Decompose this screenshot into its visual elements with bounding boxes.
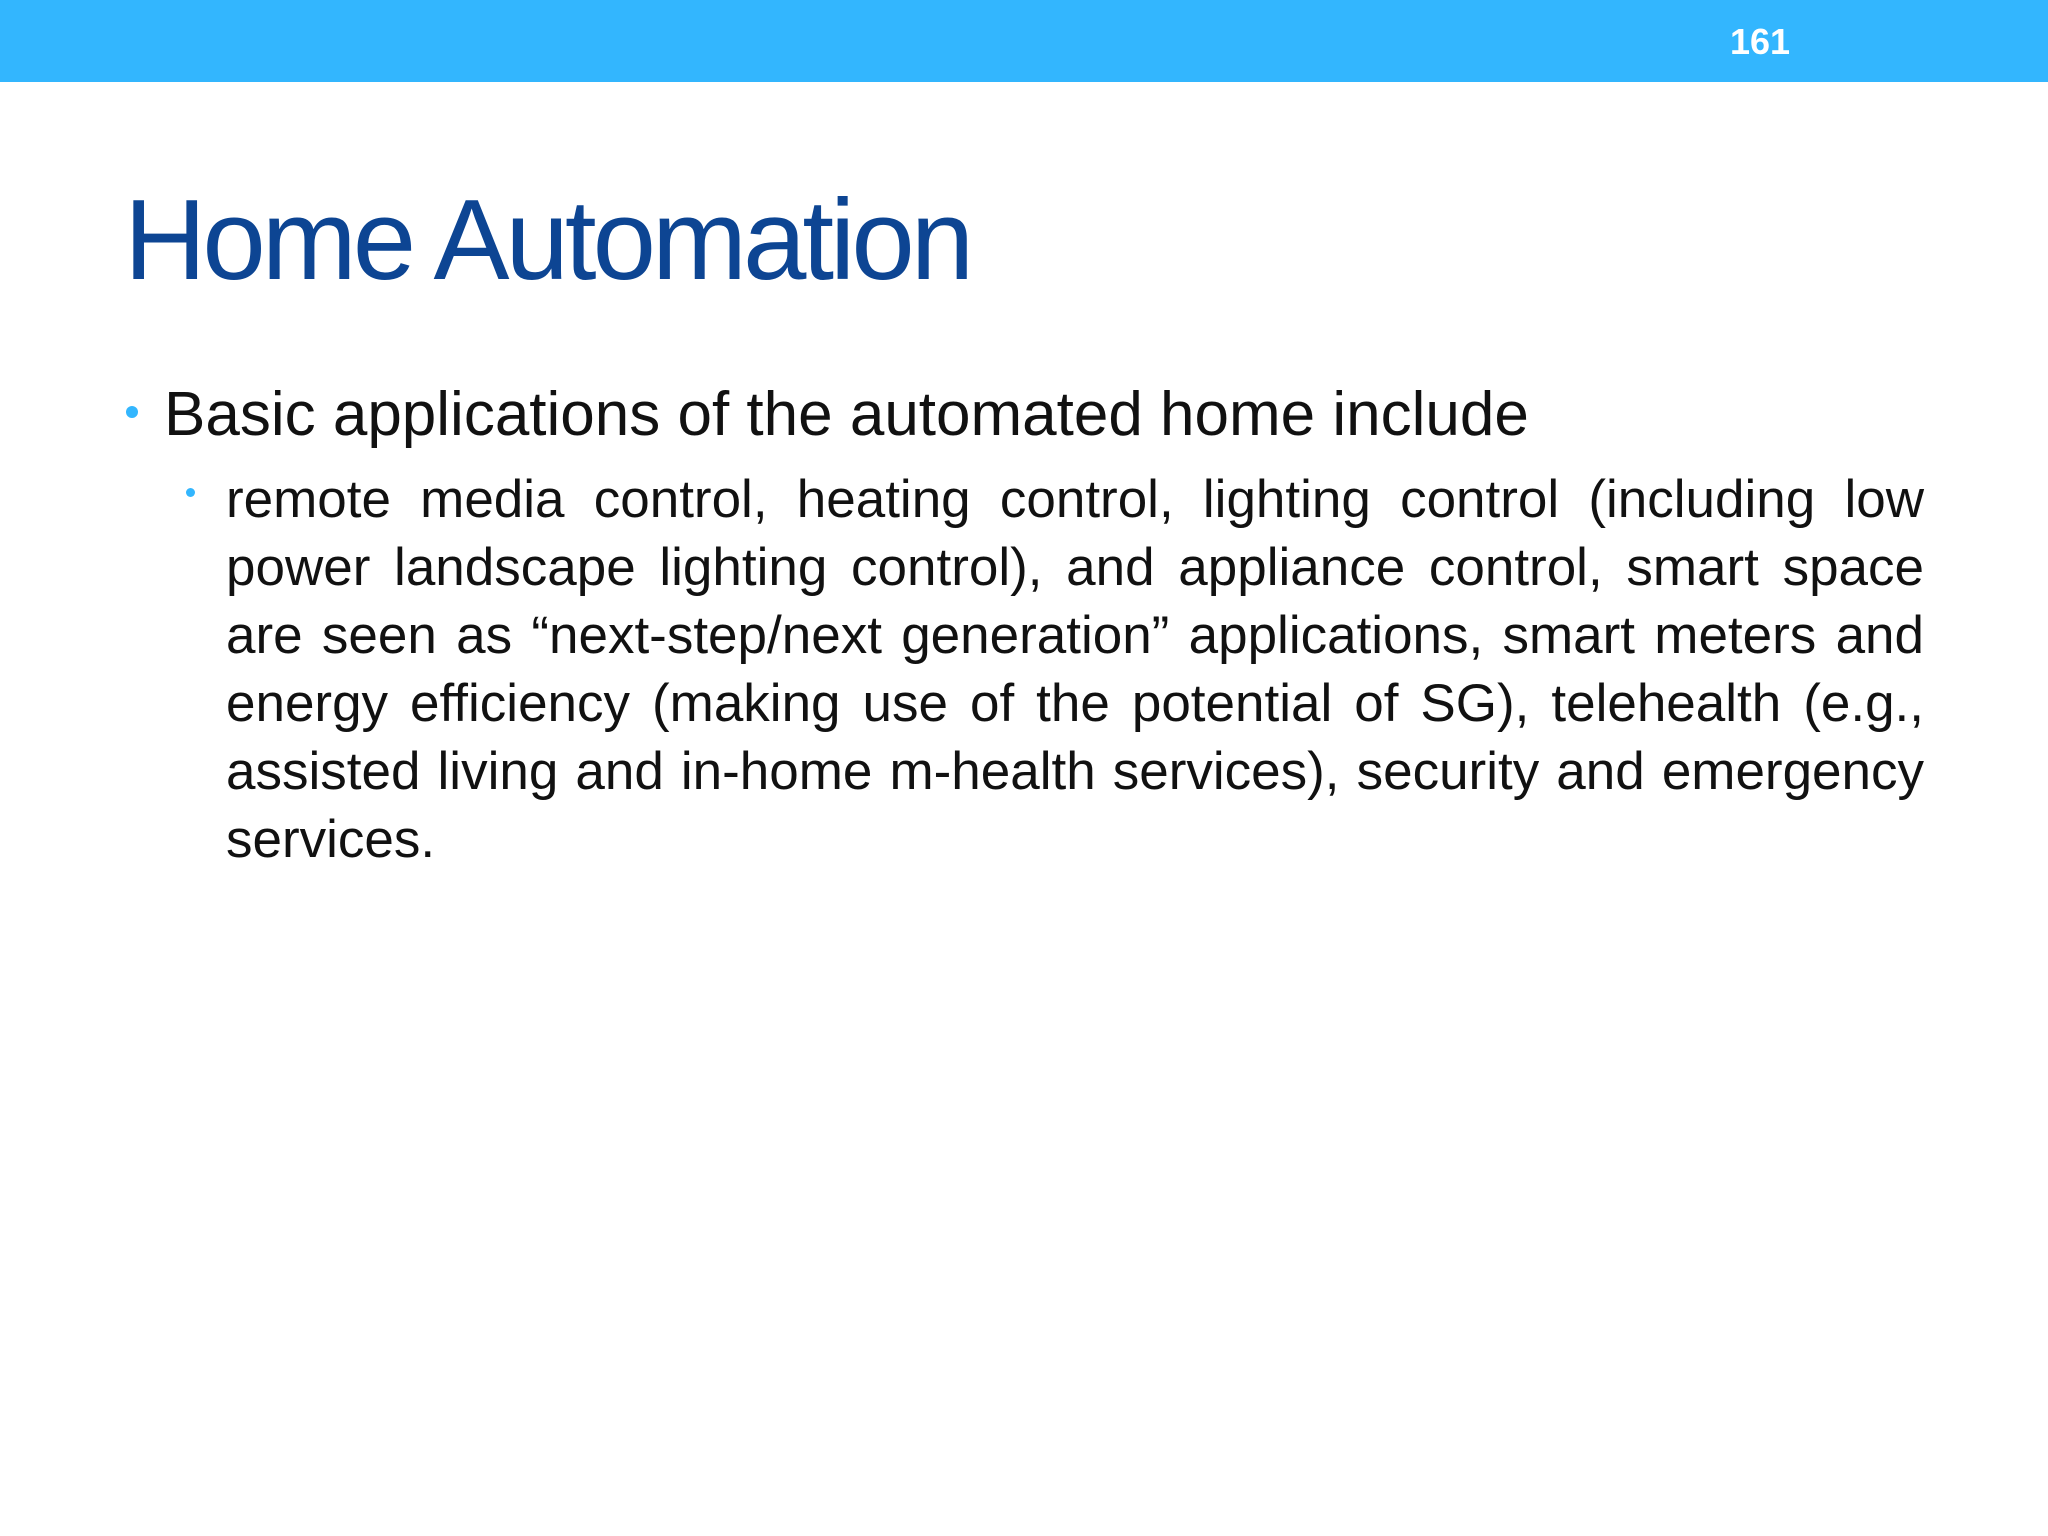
sub-bullet-text: remote media control, heating control, lighting control (including low power landscape lighting control), and appliance control, smart space are seen as “next-step/next generation” applications, smart meters and energy efficiency (making use of the potential of SG), telehealth (e.g., assisted living and in-home m-health services), security and emergency services. bbox=[226, 470, 1924, 869]
top-bar bbox=[0, 0, 2048, 82]
slide-title: Home Automation bbox=[124, 177, 971, 304]
bullet-dot-icon bbox=[126, 406, 138, 418]
sub-bullet-dot-icon bbox=[186, 488, 195, 497]
bullet-text: Basic applications of the automated home include bbox=[164, 380, 1529, 449]
slide-number: 161 bbox=[1729, 21, 1791, 62]
